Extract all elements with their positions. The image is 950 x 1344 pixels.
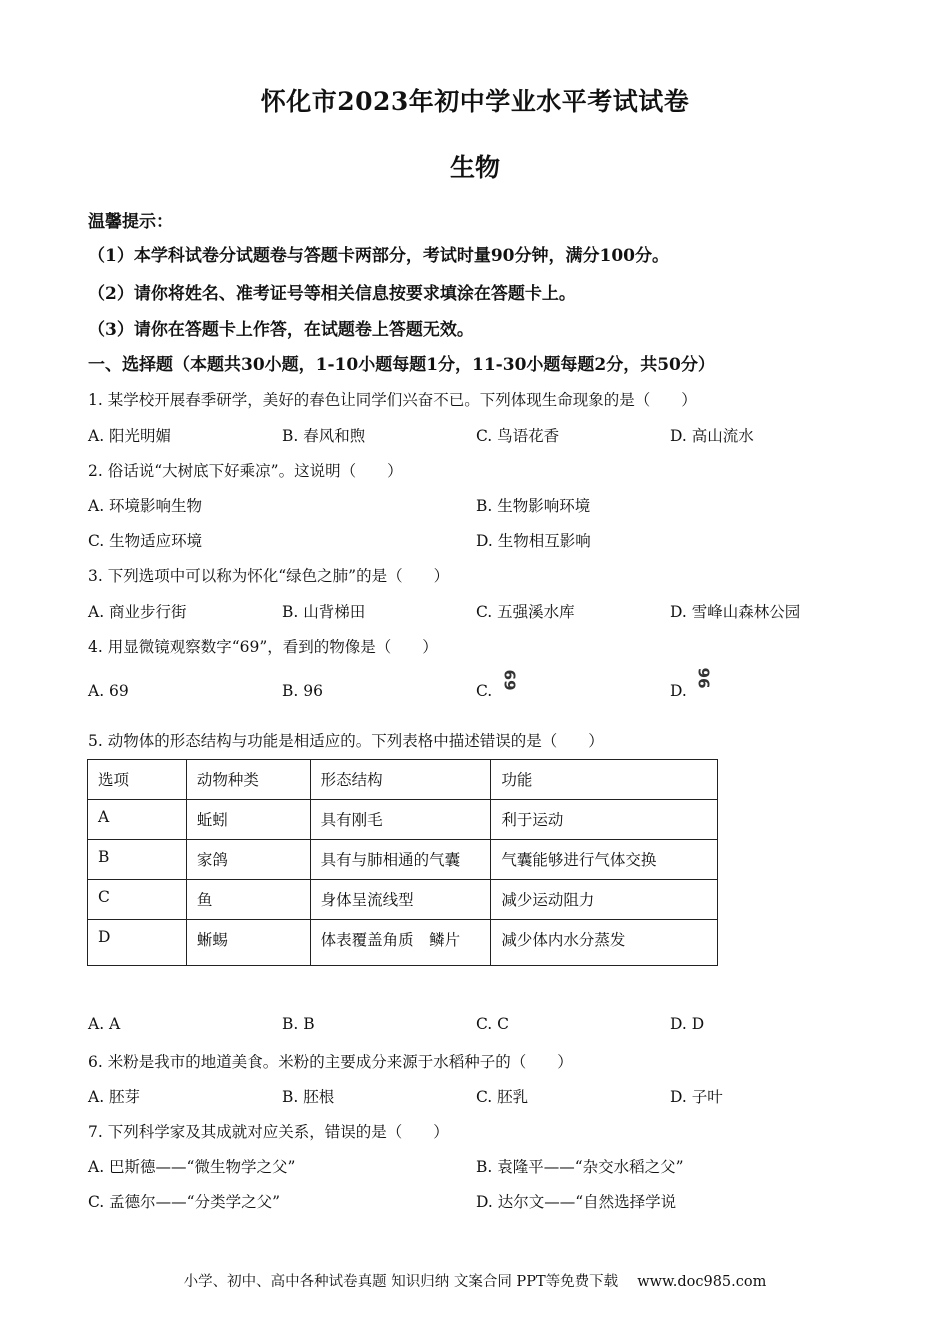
option: C.: [476, 682, 493, 700]
table-row: [88, 880, 718, 920]
option: D. 达尔文——“自然选择学说: [476, 1193, 677, 1211]
section-heading: 一、选择题（本题共30小题，1-10小题每题1分，11-30小题每题2分，共50分）: [88, 355, 715, 375]
option: D. 雪峰山森林公园: [670, 603, 801, 621]
table-cell: C: [88, 880, 187, 920]
table-cell: 利于运动: [491, 800, 718, 840]
table-cell: 家鸽: [186, 840, 310, 880]
subject-title: 生物: [449, 153, 500, 182]
option: A. 商业步行街: [88, 603, 187, 621]
tip-item: （3）请你在答题卡上作答，在试题卷上答题无效。: [88, 320, 474, 340]
option: C. 鸟语花香: [476, 427, 560, 445]
table-row: [88, 800, 718, 840]
option: D. D: [670, 1015, 705, 1033]
option: B. 生物影响环境: [476, 497, 591, 515]
option: C. 生物适应环境: [88, 532, 203, 550]
question-stem: 2. 俗话说“大树底下好乘凉”。这说明（ ）: [88, 462, 403, 480]
question-stem: 4. 用显微镜观察数字“69”，看到的物像是（ ）: [88, 638, 438, 656]
option: B. 袁隆平——“杂交水稻之父”: [476, 1158, 684, 1176]
table-header-cell: 选项: [88, 760, 187, 800]
option: C. 孟德尔——“分类学之父”: [88, 1193, 281, 1211]
table-cell: B: [88, 840, 187, 880]
option: C. C: [476, 1015, 510, 1033]
table-row: [88, 840, 718, 880]
option: A. A: [88, 1015, 121, 1033]
rotated-69-image: 69: [501, 669, 520, 691]
question-stem: 5. 动物体的形态结构与功能是相适应的。下列表格中描述错误的是（ ）: [88, 732, 604, 750]
option: A. 巴斯德——“微生物学之父”: [88, 1158, 296, 1176]
tip-item: （2）请你将姓名、准考证号等相关信息按要求填涂在答题卡上。: [88, 284, 576, 304]
table-cell: 蚯蚓: [186, 800, 310, 840]
option: D. 高山流水: [670, 427, 754, 445]
question-stem: 1. 某学校开展春季研学，美好的春色让同学们兴奋不已。下列体现生命现象的是（ ）: [88, 391, 697, 409]
table-header-cell: 功能: [491, 760, 718, 800]
table-cell: 减少体内水分蒸发: [491, 920, 718, 966]
table-cell: 具有与肺相通的气囊: [310, 840, 491, 880]
table-cell: A: [88, 800, 187, 840]
tip-item: （1）本学科试卷分试题卷与答题卡两部分，考试时量90分钟，满分100分。: [88, 246, 669, 266]
table-cell: 蜥蜴: [186, 920, 310, 966]
table-cell: 身体呈流线型: [310, 880, 491, 920]
table-header-cell: 动物种类: [186, 760, 310, 800]
option: C. 胚乳: [476, 1088, 529, 1106]
option: A. 69: [88, 682, 129, 700]
option: D. 子叶: [670, 1088, 723, 1106]
option: A. 阳光明媚: [88, 427, 172, 445]
option: A. 胚芽: [88, 1088, 141, 1106]
q5-table: [87, 759, 718, 966]
option: B. 山背梯田: [282, 603, 366, 621]
table-cell: 体表覆盖角质 鳞片: [310, 920, 491, 966]
table-header-row: [88, 760, 718, 800]
option: B. 春风和煦: [282, 427, 366, 445]
table-cell: 气囊能够进行气体交换: [491, 840, 718, 880]
option: D.: [670, 682, 687, 700]
table-cell: 鱼: [186, 880, 310, 920]
exam-title: 怀化市2023年初中学业水平考试试卷: [260, 87, 690, 116]
option: A. 环境影响生物: [88, 497, 203, 515]
footer-banner: 小学、初中、高中各种试卷真题 知识归纳 文案合同 PPT等免费下载 www.doc985.com: [183, 1274, 767, 1290]
question-stem: 7. 下列科学家及其成就对应关系，错误的是（ ）: [88, 1123, 449, 1141]
question-stem: 3. 下列选项中可以称为怀化“绿色之肺”的是（ ）: [88, 567, 450, 585]
table-cell: 具有刚毛: [310, 800, 491, 840]
tips-heading: 温馨提示：: [88, 212, 173, 232]
table-cell: D: [88, 920, 187, 966]
table-row: [88, 920, 718, 966]
option: D. 生物相互影响: [476, 532, 591, 550]
option: C. 五强溪水库: [476, 603, 575, 621]
question-stem: 6. 米粉是我市的地道美食。米粉的主要成分来源于水稻种子的（ ）: [88, 1053, 573, 1071]
option: B. 胚根: [282, 1088, 335, 1106]
option: B. 96: [282, 682, 323, 700]
table-cell: 减少运动阻力: [491, 880, 718, 920]
option: B. B: [282, 1015, 315, 1033]
table-header-cell: 形态结构: [310, 760, 491, 800]
rotated-96-image: 96: [695, 667, 714, 689]
